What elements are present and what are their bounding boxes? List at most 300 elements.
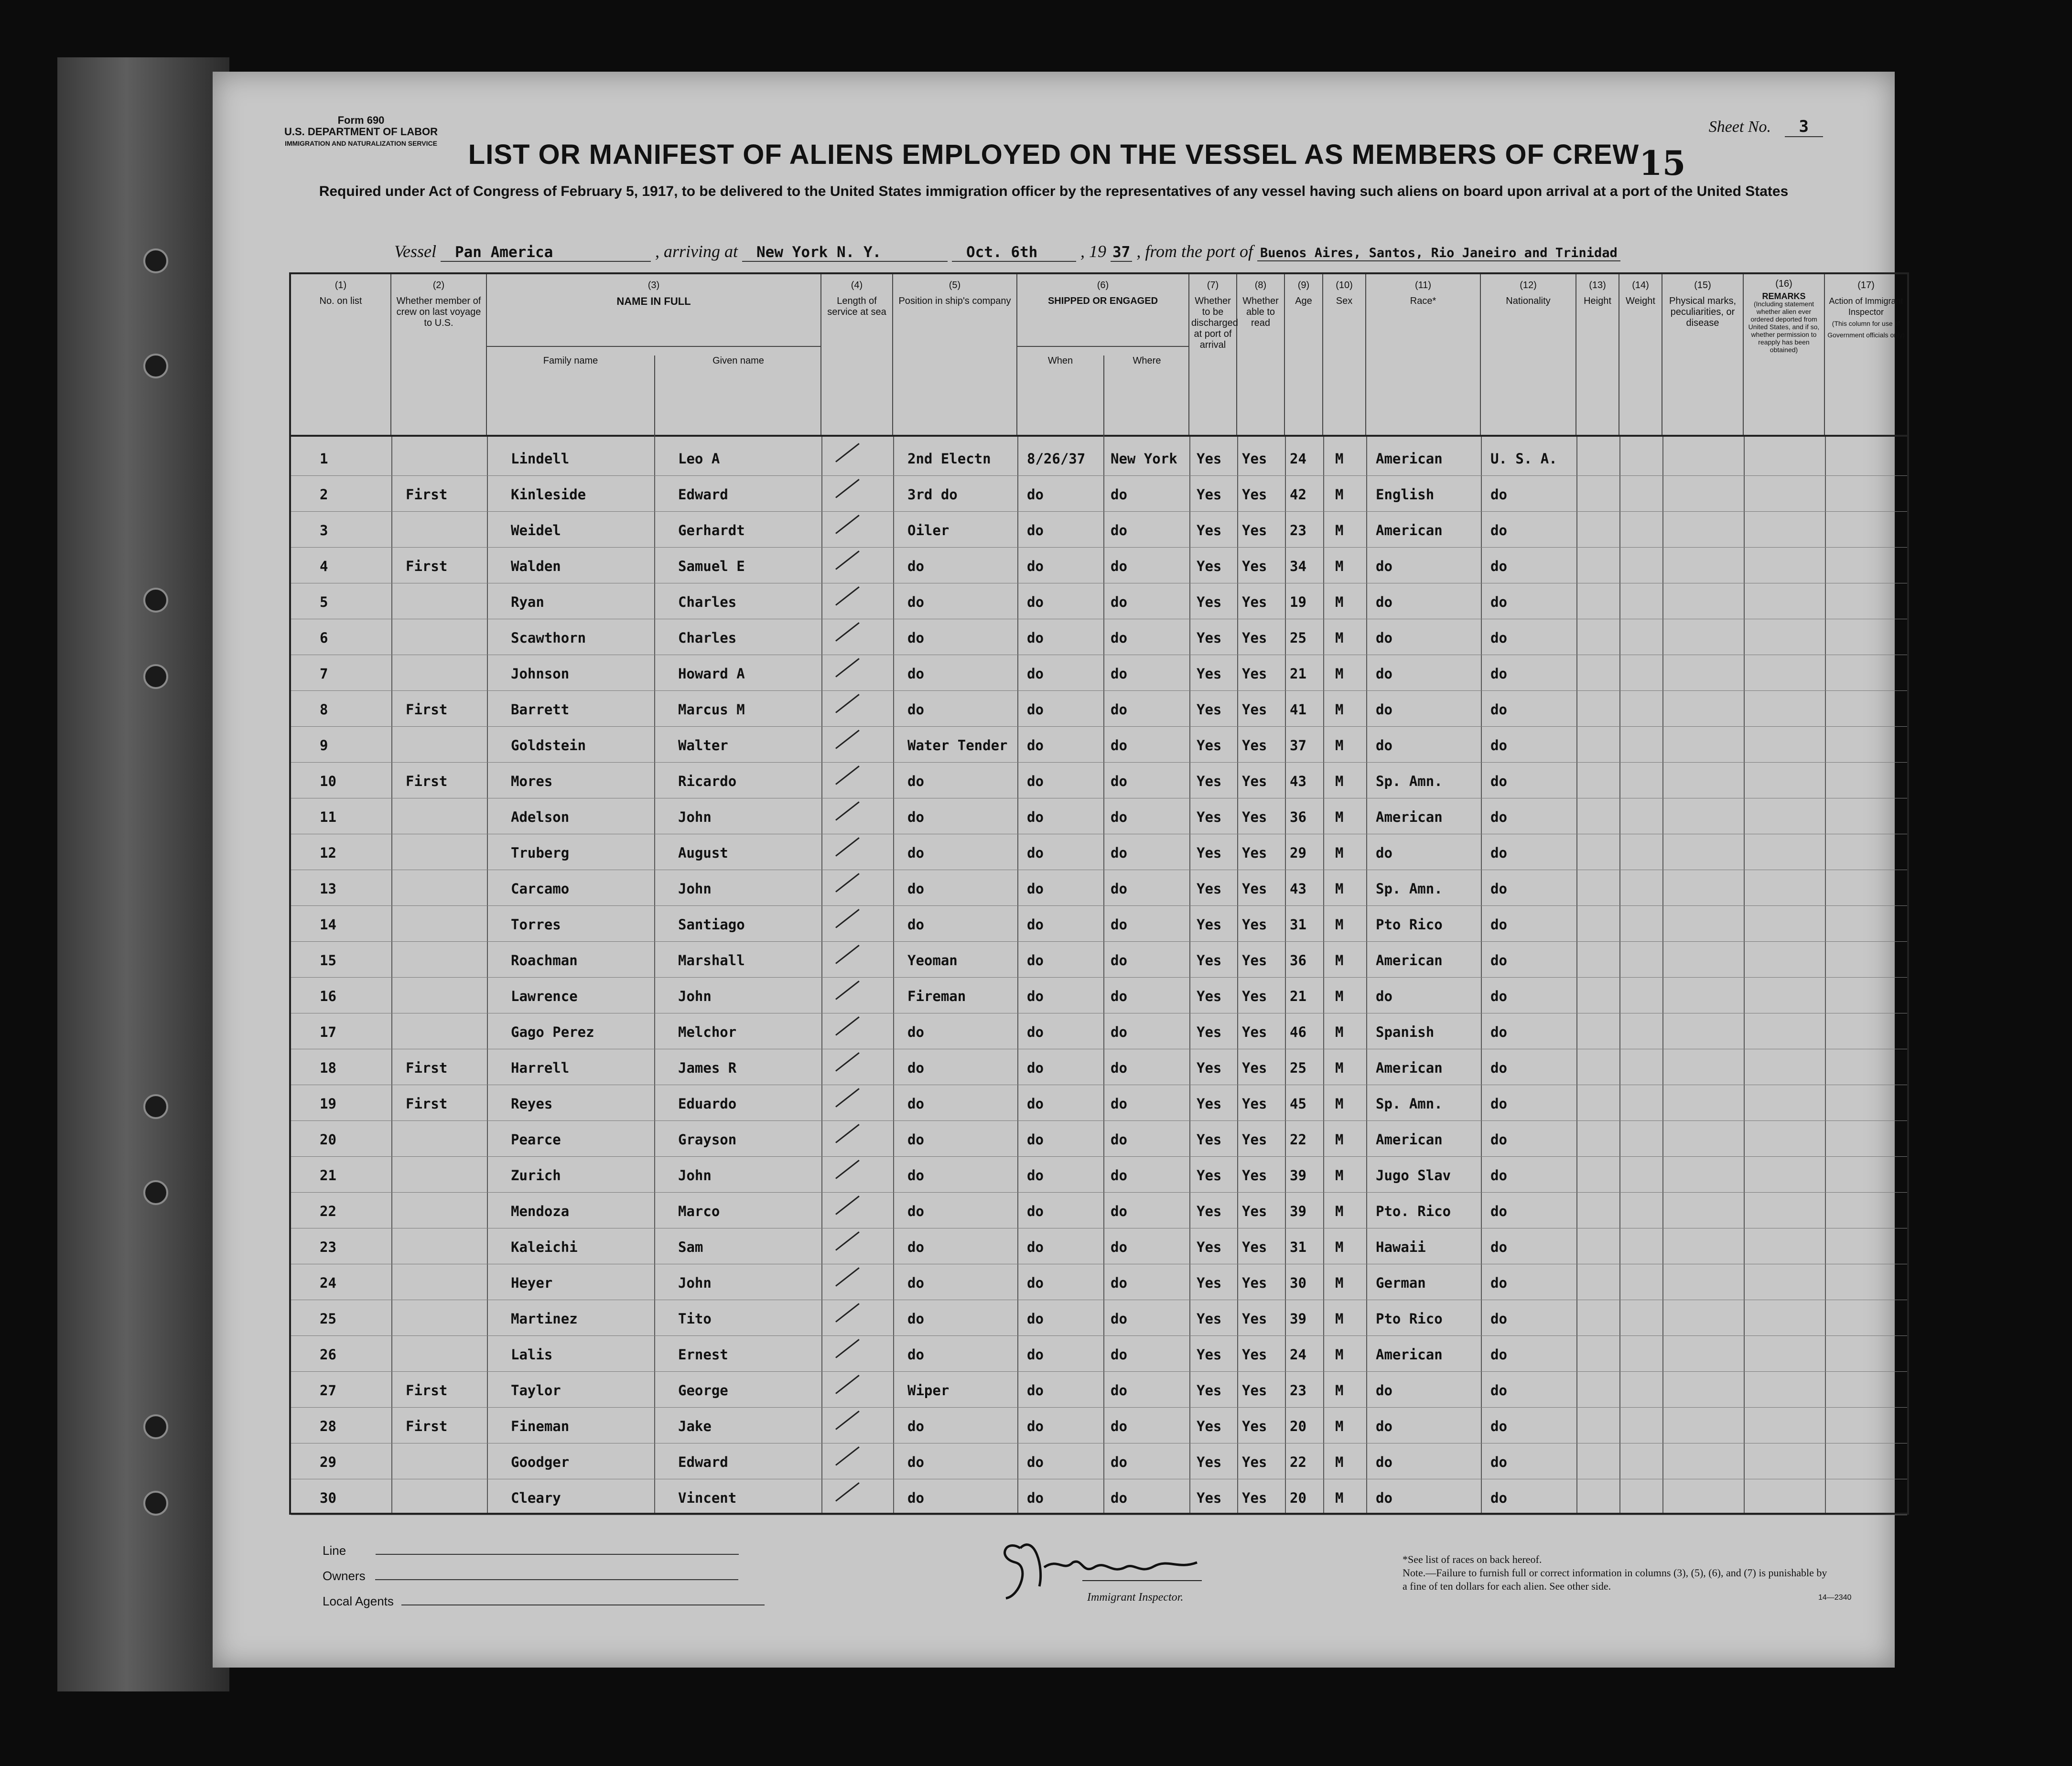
- table-row: [291, 941, 1907, 978]
- cell-when: do: [1027, 1346, 1044, 1363]
- cell-race: American: [1376, 952, 1443, 969]
- cell-race: Pto Rico: [1376, 1311, 1443, 1327]
- cell-nat: do: [1490, 881, 1507, 897]
- cell-family: Reyes: [511, 1096, 553, 1112]
- table-row: [291, 1478, 1907, 1515]
- cell-nat: do: [1490, 1060, 1507, 1076]
- cell-no: 25: [320, 1311, 336, 1327]
- cell-age: 36: [1290, 952, 1306, 969]
- cell-age: 23: [1290, 1382, 1306, 1399]
- cell-pos: Fireman: [907, 988, 966, 1004]
- cell-read: Yes: [1242, 1275, 1267, 1291]
- cell-no: 24: [320, 1275, 336, 1291]
- cell-last: First: [406, 558, 448, 574]
- header-col-1: (1) No. on list: [291, 274, 391, 435]
- service-check-mark: [835, 873, 860, 893]
- cell-disch: Yes: [1197, 881, 1222, 897]
- cell-race: do: [1376, 1418, 1392, 1434]
- cell-read: Yes: [1242, 1131, 1267, 1148]
- cell-nat: do: [1490, 1418, 1507, 1434]
- cell-where: do: [1111, 1346, 1127, 1363]
- cell-nat: do: [1490, 1167, 1507, 1184]
- when-header: When: [1047, 355, 1073, 366]
- cell-family: Ryan: [511, 594, 544, 610]
- cell-nat: do: [1490, 1382, 1507, 1399]
- cell-family: Lindell: [511, 451, 570, 467]
- cell-sex: M: [1335, 522, 1344, 538]
- cell-age: 39: [1290, 1311, 1306, 1327]
- cell-given: August: [678, 845, 728, 861]
- cell-no: 12: [320, 845, 336, 861]
- cell-age: 41: [1290, 701, 1306, 718]
- header-col-5: (5) Position in ship's company: [893, 274, 1017, 435]
- cell-no: 11: [320, 809, 336, 825]
- cell-when: do: [1027, 773, 1044, 789]
- cell-read: Yes: [1242, 666, 1267, 682]
- cell-age: 21: [1290, 666, 1306, 682]
- cell-read: Yes: [1242, 737, 1267, 754]
- cell-race: Sp. Amn.: [1376, 881, 1443, 897]
- table-row: [291, 726, 1907, 763]
- table-row: [291, 869, 1907, 906]
- cell-given: Leo A: [678, 451, 720, 467]
- cell-no: 29: [320, 1454, 336, 1470]
- cell-family: Lawrence: [511, 988, 578, 1004]
- cell-disch: Yes: [1197, 1490, 1222, 1506]
- service-check-mark: [835, 1267, 860, 1287]
- service-check-mark: [835, 1339, 860, 1358]
- header-col-12: (12) Nationality: [1481, 274, 1576, 435]
- manifest-subtitle: Required under Act of Congress of February 5, 1917, to be delivered to the United States immigration officer by the representatives of any vessel having such aliens on board upon arrival at a port of the United States: [319, 183, 1789, 199]
- cell-read: Yes: [1242, 1239, 1267, 1255]
- cell-race: do: [1376, 1382, 1392, 1399]
- cell-when: do: [1027, 1490, 1044, 1506]
- cell-race: American: [1376, 451, 1443, 467]
- cell-read: Yes: [1242, 1490, 1267, 1506]
- cell-disch: Yes: [1197, 1275, 1222, 1291]
- cell-sex: M: [1335, 1275, 1344, 1291]
- vessel-name: Pan America: [441, 244, 651, 262]
- cell-no: 16: [320, 988, 336, 1004]
- cell-no: 7: [320, 666, 328, 682]
- cell-given: Edward: [678, 486, 728, 503]
- cell-disch: Yes: [1197, 1060, 1222, 1076]
- cell-read: Yes: [1242, 1418, 1267, 1434]
- cell-sex: M: [1335, 1346, 1344, 1363]
- cell-no: 19: [320, 1096, 336, 1112]
- service-check-mark: [835, 479, 860, 498]
- from-label: , from the port of: [1136, 242, 1253, 261]
- cell-when: do: [1027, 881, 1044, 897]
- table-row: [291, 582, 1907, 619]
- service-check-mark: [835, 801, 860, 821]
- cell-race: Sp. Amn.: [1376, 1096, 1443, 1112]
- cell-where: do: [1111, 558, 1127, 574]
- crew-table: [289, 272, 1909, 1515]
- cell-when: do: [1027, 1311, 1044, 1327]
- cell-disch: Yes: [1197, 558, 1222, 574]
- cell-where: do: [1111, 1167, 1127, 1184]
- cell-family: Johnson: [511, 666, 570, 682]
- cell-when: do: [1027, 1060, 1044, 1076]
- table-row: [291, 1192, 1907, 1228]
- cell-pos: do: [907, 916, 924, 933]
- cell-given: John: [678, 1167, 712, 1184]
- binder-strip: [57, 57, 229, 1691]
- cell-race: do: [1376, 630, 1392, 646]
- cell-disch: Yes: [1197, 1131, 1222, 1148]
- cell-family: Scawthorn: [511, 630, 586, 646]
- cell-nat: do: [1490, 988, 1507, 1004]
- cell-age: 43: [1290, 881, 1306, 897]
- service-check-mark: [835, 1482, 860, 1502]
- service-check-mark: [835, 909, 860, 928]
- cell-nat: do: [1490, 666, 1507, 682]
- header-col-13: (13) Height: [1576, 274, 1619, 435]
- manifest-sheet: [213, 72, 1905, 1668]
- cell-read: Yes: [1242, 594, 1267, 610]
- cell-when: do: [1027, 1239, 1044, 1255]
- cell-nat: do: [1490, 594, 1507, 610]
- header-col-16: (16) REMARKS (Including statement whether alien ever ordered deported from United States, and if so, whether permission to reapply has been obtained): [1744, 274, 1825, 435]
- cell-disch: Yes: [1197, 1239, 1222, 1255]
- cell-sex: M: [1335, 1311, 1344, 1327]
- service-check-mark: [835, 837, 860, 857]
- cell-sex: M: [1335, 988, 1344, 1004]
- cell-given: Charles: [678, 630, 737, 646]
- cell-where: do: [1111, 1454, 1127, 1470]
- cell-family: Adelson: [511, 809, 570, 825]
- cell-pos: do: [907, 1490, 924, 1506]
- cell-sex: M: [1335, 630, 1344, 646]
- service-check-mark: [835, 622, 860, 642]
- cell-pos: do: [907, 1239, 924, 1255]
- cell-family: Fineman: [511, 1418, 570, 1434]
- cell-nat: do: [1490, 809, 1507, 825]
- cell-no: 23: [320, 1239, 336, 1255]
- cell-read: Yes: [1242, 522, 1267, 538]
- cell-read: Yes: [1242, 630, 1267, 646]
- cell-when: 8/26/37: [1027, 451, 1086, 467]
- cell-age: 20: [1290, 1418, 1306, 1434]
- owners-label: Owners: [323, 1569, 366, 1583]
- cell-disch: Yes: [1197, 1418, 1222, 1434]
- vessel-label: Vessel: [394, 242, 436, 261]
- cell-race: Hawaii: [1376, 1239, 1426, 1255]
- cell-sex: M: [1335, 773, 1344, 789]
- header-col-7: (7) Whether to be discharged at port of arrival: [1189, 274, 1237, 435]
- cell-where: do: [1111, 1203, 1127, 1219]
- cell-when: do: [1027, 1167, 1044, 1184]
- cell-sex: M: [1335, 1131, 1344, 1148]
- cell-no: 17: [320, 1024, 336, 1040]
- cell-sex: M: [1335, 1418, 1344, 1434]
- cell-age: 43: [1290, 773, 1306, 789]
- table-row: [291, 439, 1907, 476]
- table-body: [291, 437, 1907, 1513]
- cell-age: 25: [1290, 630, 1306, 646]
- service-check-mark: [835, 1052, 860, 1072]
- cell-nat: do: [1490, 737, 1507, 754]
- cell-read: Yes: [1242, 486, 1267, 503]
- header-col-9: (9) Age: [1285, 274, 1323, 435]
- cell-age: 39: [1290, 1167, 1306, 1184]
- cell-where: do: [1111, 1382, 1127, 1399]
- cell-age: 24: [1290, 451, 1306, 467]
- cell-family: Carcamo: [511, 881, 570, 897]
- table-row: [291, 905, 1907, 942]
- cell-sex: M: [1335, 594, 1344, 610]
- service-check-mark: [835, 443, 860, 463]
- cell-read: Yes: [1242, 1167, 1267, 1184]
- cell-given: Edward: [678, 1454, 728, 1470]
- cell-family: Walden: [511, 558, 561, 574]
- table-row: [291, 1120, 1907, 1157]
- cell-read: Yes: [1242, 1096, 1267, 1112]
- cell-family: Mendoza: [511, 1203, 570, 1219]
- cell-read: Yes: [1242, 558, 1267, 574]
- cell-race: do: [1376, 666, 1392, 682]
- cell-given: Marco: [678, 1203, 720, 1219]
- cell-read: Yes: [1242, 1024, 1267, 1040]
- cell-where: do: [1111, 737, 1127, 754]
- cell-sex: M: [1335, 558, 1344, 574]
- cell-disch: Yes: [1197, 1382, 1222, 1399]
- cell-nat: do: [1490, 1275, 1507, 1291]
- table-row: [291, 762, 1907, 798]
- cell-given: John: [678, 988, 712, 1004]
- cell-when: do: [1027, 737, 1044, 754]
- service-check-mark: [835, 658, 860, 678]
- cell-nat: do: [1490, 952, 1507, 969]
- cell-where: do: [1111, 1275, 1127, 1291]
- cell-race: do: [1376, 1454, 1392, 1470]
- cell-read: Yes: [1242, 1346, 1267, 1363]
- service-check-mark: [835, 1160, 860, 1179]
- table-row: [291, 547, 1907, 583]
- cell-pos: Water Tender: [907, 737, 1008, 754]
- cell-age: 34: [1290, 558, 1306, 574]
- from-ports: Buenos Aires, Santos, Rio Janeiro and Trinidad: [1257, 246, 1620, 261]
- cell-nat: do: [1490, 1346, 1507, 1363]
- cell-sex: M: [1335, 486, 1344, 503]
- cell-family: Cleary: [511, 1490, 561, 1506]
- cell-disch: Yes: [1197, 451, 1222, 467]
- cell-given: Marcus M: [678, 701, 745, 718]
- table-row: [291, 1084, 1907, 1121]
- cell-given: Ernest: [678, 1346, 728, 1363]
- cell-when: do: [1027, 666, 1044, 682]
- cell-given: Marshall: [678, 952, 745, 969]
- cell-given: Grayson: [678, 1131, 737, 1148]
- cell-age: 22: [1290, 1131, 1306, 1148]
- cell-family: Heyer: [511, 1275, 553, 1291]
- cell-no: 26: [320, 1346, 336, 1363]
- table-row: [291, 1407, 1907, 1443]
- cell-race: American: [1376, 809, 1443, 825]
- cell-sex: M: [1335, 737, 1344, 754]
- cell-read: Yes: [1242, 1203, 1267, 1219]
- cell-read: Yes: [1242, 1454, 1267, 1470]
- cell-nat: do: [1490, 845, 1507, 861]
- cell-race: American: [1376, 1346, 1443, 1363]
- cell-disch: Yes: [1197, 486, 1222, 503]
- cell-race: do: [1376, 1490, 1392, 1506]
- cell-disch: Yes: [1197, 1311, 1222, 1327]
- cell-nat: do: [1490, 1454, 1507, 1470]
- service-check-mark: [835, 1446, 860, 1466]
- cell-sex: M: [1335, 1239, 1344, 1255]
- cell-sex: M: [1335, 952, 1344, 969]
- cell-pos: do: [907, 1131, 924, 1148]
- cell-where: do: [1111, 1096, 1127, 1112]
- header-col-4: (4) Length of service at sea: [821, 274, 893, 435]
- cell-nat: do: [1490, 1239, 1507, 1255]
- cell-sex: M: [1335, 451, 1344, 467]
- cell-age: 25: [1290, 1060, 1306, 1076]
- cell-age: 22: [1290, 1454, 1306, 1470]
- cell-last: First: [406, 701, 448, 718]
- cell-last: First: [406, 773, 448, 789]
- service-check-mark: [835, 1016, 860, 1036]
- cell-where: do: [1111, 952, 1127, 969]
- cell-no: 1: [320, 451, 328, 467]
- cell-no: 9: [320, 737, 328, 754]
- cell-race: American: [1376, 1131, 1443, 1148]
- line-label: Line: [323, 1543, 346, 1558]
- cell-age: 39: [1290, 1203, 1306, 1219]
- cell-no: 14: [320, 916, 336, 933]
- cell-when: do: [1027, 952, 1044, 969]
- cell-given: John: [678, 1275, 712, 1291]
- cell-read: Yes: [1242, 845, 1267, 861]
- cell-sex: M: [1335, 916, 1344, 933]
- cell-family: Torres: [511, 916, 561, 933]
- cell-given: John: [678, 881, 712, 897]
- cell-where: do: [1111, 522, 1127, 538]
- cell-race: do: [1376, 737, 1392, 754]
- header-col-17: (17) Action of Immigrant Inspector (This column for use of Government officials only): [1827, 280, 1905, 339]
- cell-no: 4: [320, 558, 328, 574]
- cell-age: 20: [1290, 1490, 1306, 1506]
- cell-disch: Yes: [1197, 594, 1222, 610]
- cell-when: do: [1027, 916, 1044, 933]
- cell-race: Jugo Slav: [1376, 1167, 1451, 1184]
- cell-pos: do: [907, 594, 924, 610]
- cell-no: 5: [320, 594, 328, 610]
- cell-where: do: [1111, 1490, 1127, 1506]
- cell-disch: Yes: [1197, 522, 1222, 538]
- handwritten-number: 15: [1639, 143, 1686, 183]
- cell-when: do: [1027, 1131, 1044, 1148]
- cell-pos: do: [907, 1418, 924, 1434]
- cell-pos: do: [907, 1275, 924, 1291]
- header-col-14: (14) Weight: [1619, 274, 1662, 435]
- cell-nat: do: [1490, 1131, 1507, 1148]
- cell-where: do: [1111, 1131, 1127, 1148]
- cell-age: 23: [1290, 522, 1306, 538]
- cell-sex: M: [1335, 1203, 1344, 1219]
- arrival-date: Oct. 6th: [952, 244, 1076, 262]
- cell-sex: M: [1335, 666, 1344, 682]
- cell-where: do: [1111, 630, 1127, 646]
- cell-given: Gerhardt: [678, 522, 745, 538]
- service-check-mark: [835, 765, 860, 785]
- table-row: [291, 833, 1907, 870]
- cell-family: Pearce: [511, 1131, 561, 1148]
- cell-where: do: [1111, 1418, 1127, 1434]
- cell-family: Martinez: [511, 1311, 578, 1327]
- cell-when: do: [1027, 1418, 1044, 1434]
- cell-no: 13: [320, 881, 336, 897]
- cell-given: Ricardo: [678, 773, 737, 789]
- cell-pos: do: [907, 666, 924, 682]
- cell-race: do: [1376, 845, 1392, 861]
- cell-pos: do: [907, 1346, 924, 1363]
- cell-given: Samuel E: [678, 558, 745, 574]
- cell-family: Mores: [511, 773, 553, 789]
- cell-age: 30: [1290, 1275, 1306, 1291]
- cell-when: do: [1027, 1275, 1044, 1291]
- table-row: [291, 654, 1907, 691]
- cell-disch: Yes: [1197, 1346, 1222, 1363]
- cell-given: James R: [678, 1060, 737, 1076]
- cell-age: 29: [1290, 845, 1306, 861]
- cell-sex: M: [1335, 701, 1344, 718]
- footer-notes: [1403, 1553, 1833, 1593]
- cell-when: do: [1027, 701, 1044, 718]
- cell-pos: 3rd do: [907, 486, 958, 503]
- cell-given: Tito: [678, 1311, 712, 1327]
- inspector-caption: Immigrant Inspector.: [1087, 1591, 1184, 1604]
- table-row: [291, 1443, 1907, 1479]
- cell-sex: M: [1335, 845, 1344, 861]
- cell-age: 24: [1290, 1346, 1306, 1363]
- cell-race: do: [1376, 988, 1392, 1004]
- cell-family: Lalis: [511, 1346, 553, 1363]
- cell-family: Harrell: [511, 1060, 570, 1076]
- cell-given: Charles: [678, 594, 737, 610]
- cell-disch: Yes: [1197, 1454, 1222, 1470]
- header-col-2: (2) Whether member of crew on last voyage to U.S.: [391, 274, 487, 435]
- manifest-title: LIST OR MANIFEST OF ALIENS EMPLOYED ON THE VESSEL AS MEMBERS OF CREW: [468, 139, 1640, 170]
- cell-pos: Yeoman: [907, 952, 958, 969]
- given-name-header: Given name: [654, 355, 821, 437]
- cell-when: do: [1027, 486, 1044, 503]
- table-row: [291, 1012, 1907, 1049]
- cell-race: Pto Rico: [1376, 916, 1443, 933]
- cell-pos: do: [907, 1167, 924, 1184]
- cell-no: 10: [320, 773, 336, 789]
- cell-disch: Yes: [1197, 1024, 1222, 1040]
- cell-read: Yes: [1242, 1382, 1267, 1399]
- cell-when: do: [1027, 845, 1044, 861]
- cell-where: do: [1111, 701, 1127, 718]
- service-check-mark: [835, 980, 860, 1000]
- cell-age: 37: [1290, 737, 1306, 754]
- cell-nat: do: [1490, 1311, 1507, 1327]
- cell-nat: do: [1490, 773, 1507, 789]
- cell-family: Goldstein: [511, 737, 586, 754]
- cell-race: Sp. Amn.: [1376, 773, 1443, 789]
- cell-family: Barrett: [511, 701, 570, 718]
- cell-family: Truberg: [511, 845, 570, 861]
- cell-family: Roachman: [511, 952, 578, 969]
- service-check-mark: [835, 730, 860, 749]
- cell-nat: do: [1490, 916, 1507, 933]
- cell-disch: Yes: [1197, 630, 1222, 646]
- cell-pos: do: [907, 1024, 924, 1040]
